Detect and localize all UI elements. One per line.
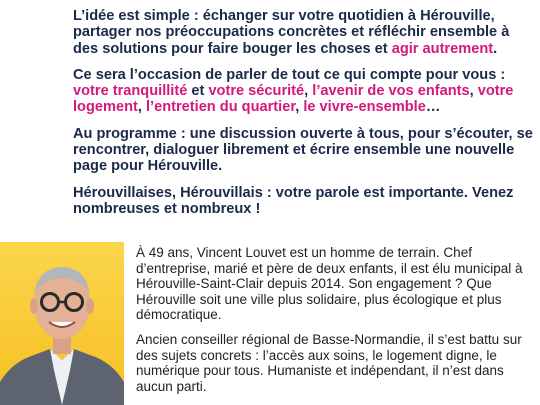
intro-paragraph-4: Hérouvillaises, Hérouvillais : votre parole est importante. Venez nombreuses et nombreux ! — [73, 184, 514, 217]
intro-text — [73, 8, 535, 227]
intro-paragraph-2: Ce sera l’occasion de parler de tout ce qui compte pour vous : votre tranquillité et votre sécurité, l’avenir de vos enfants, votre logement, l’entretien du quartier, le vivre-ensemble… — [73, 66, 514, 116]
topic-tranquillite: votre tranquillité — [73, 83, 188, 100]
bio-paragraph-1: À 49 ans, Vincent Louvet est un homme de terrain. Chef d’entreprise, marié et père de deux enfants, il est élu municipal à Hérouville-Saint-Clair depuis 2014. Son engagement ? Que Hérouville soit une ville plus solidaire, plus écologique et plus démocratique. — [136, 245, 523, 323]
topic-logement: votre logement — [73, 83, 514, 116]
agir-autrement-highlight: agir autrement — [391, 40, 494, 57]
topic-avenir-enfants: l’avenir de vos enfants — [312, 83, 470, 100]
topic-entretien-quartier: l’entretien du quartier — [145, 99, 296, 116]
biography — [136, 245, 536, 403]
portrait-photo — [0, 242, 124, 405]
bio-paragraph-2: Ancien conseiller régional de Basse-Normandie, il s’est battu sur des sujets concrets : l’accès aux soins, le logement digne, le numérique pour tous. Humaniste et indépendant, il n’est dans aucun parti. — [136, 331, 522, 394]
intro-paragraph-3: Au programme : une discussion ouverte à tous, pour s’écouter, se rencontrer, dialoguer librement et écrire ensemble une nouvelle page pour Hérouville. — [73, 125, 533, 175]
topic-securite: votre sécurité — [208, 83, 305, 100]
intro-paragraph-1: L’idée est simple : échanger sur votre quotidien à Hérouville, partager nos préoccupations concrètes et réfléchir ensemble à des solutions pour faire bouger les choses et agir autrement. — [73, 8, 510, 57]
portrait-illustration — [0, 242, 124, 405]
topic-vivre-ensemble: le vivre-ensemble — [303, 99, 426, 116]
